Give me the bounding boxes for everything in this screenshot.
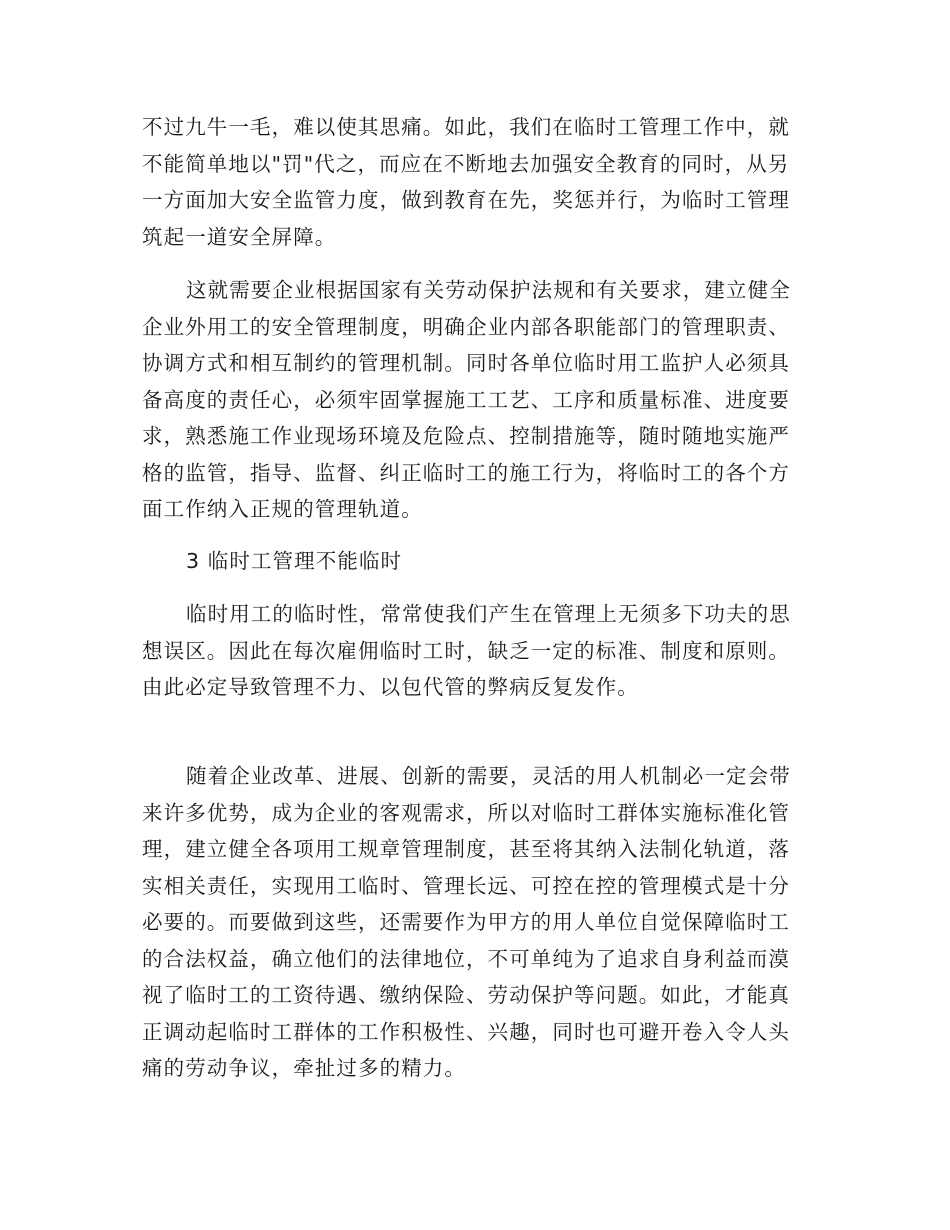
text-line: 实相关责任，实现用工临时、管理长远、可控在控的管理模式是十分 — [142, 873, 790, 898]
paragraph-misconception — [142, 596, 797, 706]
text-line: 企业外用工的安全管理制度，明确企业内部各职能部门的管理职责、 — [142, 314, 790, 339]
text-line: 面工作纳入正规的管理轨道。 — [142, 497, 423, 521]
text-line: 不过九牛一毛，难以使其思痛。如此，我们在临时工管理工作中，就 — [142, 115, 790, 139]
text-line: 痛的劳动争议，牵扯过多的精力。 — [142, 1056, 466, 1080]
text-line: 必要的。而要做到这些，还需要作为甲方的用人单位自觉保障临时工 — [142, 910, 790, 934]
section-heading — [142, 543, 797, 580]
text-line: 协调方式和相互制约的管理机制。同时各单位临时用工监护人必须具 — [142, 351, 790, 375]
text-line: 临时用工的临时性，常常使我们产生在管理上无须多下功夫的思 — [186, 602, 791, 626]
text-line: 正调动起临时工群体的工作积极性、兴趣，同时也可避开卷入令人头 — [142, 1019, 790, 1044]
text-line: 不能简单地以"罚"代之，而应在不断地去加强安全教育的同时，从另 — [142, 151, 790, 176]
text-line: 求，熟悉施工作业现场环境及危险点、控制措施等，随时随地实施严 — [142, 424, 790, 448]
text-line: 来许多优势，成为企业的客观需求，所以对临时工群体实施标准化管 — [142, 800, 790, 825]
text-line: 这就需要企业根据国家有关劳动保护法规和有关要求，建立健全 — [186, 278, 791, 302]
text-line: 备高度的责任心，必须牢固掌握施工工艺、工序和质量标准、进度要 — [142, 387, 790, 412]
text-line: 理，建立健全各项用工规章管理制度，甚至将其纳入法制化轨道，落 — [142, 837, 790, 861]
text-line: 随着企业改革、进展、创新的需要，灵活的用人机制必一定会带 — [186, 764, 791, 788]
paragraph-continuation — [142, 109, 797, 255]
text-line: 格的监管，指导、监督、纠正临时工的施工行为，将临时工的各个方 — [142, 460, 790, 485]
text-line: 由此必定导致管理不力、以包代管的弊病反复发作。 — [142, 675, 639, 699]
text-line: 一方面加大安全监管力度，做到教育在先，奖惩并行，为临时工管理 — [142, 188, 790, 212]
section-heading-text: 3 临时工管理不能临时 — [186, 549, 403, 573]
text-line: 视了临时工的工资待遇、缴纳保险、劳动保护等问题。如此，才能真 — [142, 983, 790, 1007]
paragraph-standardization — [142, 758, 797, 1087]
text-line: 想误区。因此在每次雇佣临时工时，缺乏一定的标准、制度和原则。 — [142, 638, 790, 663]
text-line: 筑起一道安全屏障。 — [142, 224, 337, 249]
text-line: 的合法权益，确立他们的法律地位，不可单纯为了追求自身利益而漠 — [142, 946, 790, 971]
paragraph-safety-system — [142, 272, 797, 528]
